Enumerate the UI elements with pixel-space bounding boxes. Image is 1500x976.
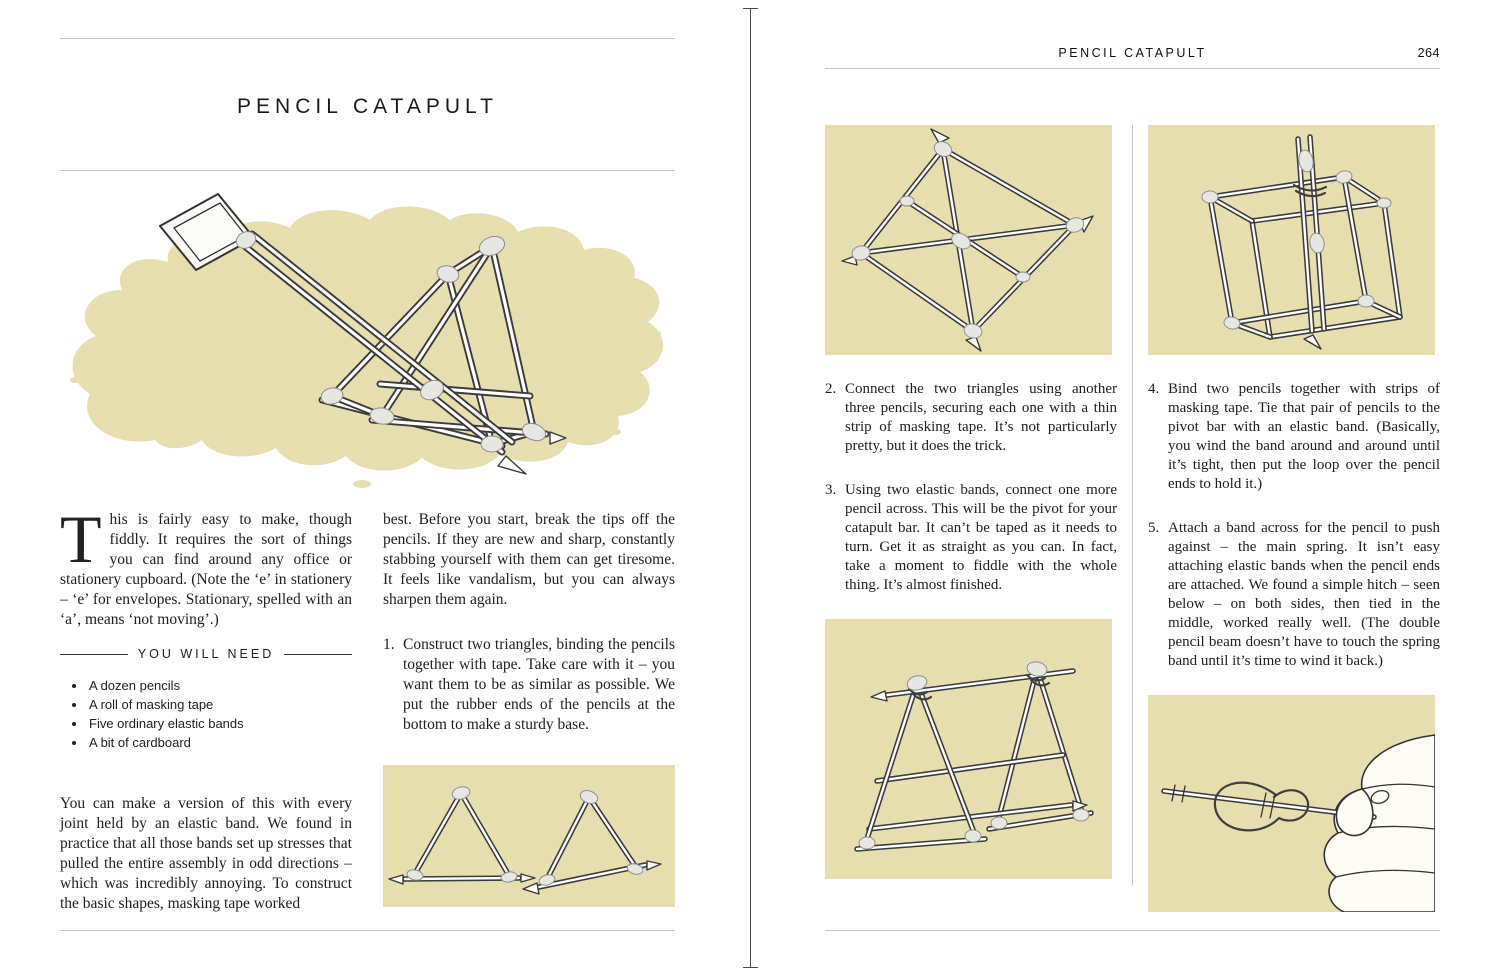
triangles-illustration [383, 765, 675, 907]
bullet-icon [72, 703, 76, 707]
step-2 [825, 380, 1117, 456]
step-number: 4. [1148, 381, 1160, 397]
page-gutter-divider [750, 8, 751, 968]
left-page [60, 0, 675, 976]
best-paragraph: best. Before you start, break the tips off the pencils. If they are new and sharp, constantly stabbing yourself with them can get tiresome. It feels like vandalism, but you can always sharpen them again. [383, 511, 675, 608]
bullet-icon [72, 741, 76, 745]
step-number: 5. [1148, 520, 1160, 536]
right-page [825, 0, 1440, 976]
bottom-rule [825, 930, 1440, 931]
page-title: PENCIL CATAPULT [237, 95, 498, 118]
heading-text: YOU WILL NEED [137, 647, 275, 661]
step-number: 1. [383, 636, 395, 653]
joints-paragraph: You can make a version of this with every joint held by an elastic band. We found in practice that all those bands set up stresses that pulled the entire assembly in odd directions – which was incredibly annoying. To construct the basic shapes, masking tape worked [60, 795, 352, 912]
right-column [383, 510, 675, 907]
bullet-icon [72, 684, 76, 688]
material-label: Five ordinary elastic bands [89, 716, 244, 731]
running-head [825, 46, 1440, 60]
assembled-frame-illustration [825, 619, 1117, 879]
material-label: A bit of cardboard [89, 735, 191, 750]
heading-rule-left [60, 654, 128, 655]
list-item [60, 676, 352, 695]
step-4 [1148, 380, 1440, 494]
you-will-need-heading [60, 647, 352, 661]
list-item [60, 714, 352, 733]
header-rule [825, 68, 1440, 69]
top-rule [60, 38, 675, 39]
materials-list [60, 676, 352, 752]
bottom-rule [60, 930, 675, 931]
material-label: A dozen pencils [89, 678, 181, 693]
list-item [60, 733, 352, 752]
frame-with-arm-illustration [1148, 125, 1440, 355]
connected-triangles-illustration [825, 125, 1117, 355]
column-divider [1132, 125, 1133, 885]
step-1 [383, 635, 675, 735]
bullet-icon [72, 722, 76, 726]
list-item [60, 695, 352, 714]
intro-text: his is fairly easy to make, though fiddly. It requires the sort of things you can find around any office or stationery cupboard. (Note the ‘e’ in stationery – ‘e’ for envelopes. Stationary, spelled with an ‘a’, means ‘not moving’.) [60, 511, 352, 628]
heading-rule-right [284, 654, 352, 655]
intro-paragraph [60, 501, 352, 630]
hand-hitch-illustration [1148, 695, 1440, 912]
step-text: Using two elastic bands, connect one more pencil across. This will be the pivot for your catapult bar. It can’t be taped as it needs to turn. Get it as straight as you can. In fact, take a moment to fiddle with the whole thing. It’s almost finished. [845, 482, 1117, 593]
step-text: Attach a band across for the pencil to push against – the main spring. It isn’t easy attaching elastic bands when the pencil ends are attached. We found a simple hitch – seen below – on both sides, then tied in the middle, worked really well. (The double pencil beam doesn’t have to touch the spring band until it’s time to wind it back.) [1168, 520, 1440, 669]
column-one [825, 125, 1117, 879]
column-two [1148, 125, 1440, 912]
step-text: Connect the two triangles using another three pencils, securing each one with a thin strip of masking tape. It’s not particularly pretty, but it does the trick. [845, 381, 1117, 454]
material-label: A roll of masking tape [89, 697, 214, 712]
left-column [60, 501, 352, 914]
step-5 [1148, 519, 1440, 671]
step-text: Construct two triangles, binding the pencils together with tape. Take care with it – you want them to be as similar as possible. We put the rubber ends of the pencils at the bottom to make a sturdy base. [403, 636, 675, 733]
dropcap: T [60, 501, 102, 577]
step-3 [825, 481, 1117, 595]
step-number: 2. [825, 381, 837, 397]
title-rule [60, 170, 675, 171]
step-text: Bind two pencils together with strips of masking tape. Tie that pair of pencils to the pivot bar with an elastic band. (Basically, you wind the band around and around until it’s tight, then put the loop over the pencil ends to hold it.) [1168, 381, 1440, 492]
step-number: 3. [825, 482, 837, 498]
running-header-title: PENCIL CATAPULT [1058, 46, 1207, 60]
catapult-main-illustration [60, 182, 675, 500]
page-number: 264 [1417, 46, 1440, 60]
